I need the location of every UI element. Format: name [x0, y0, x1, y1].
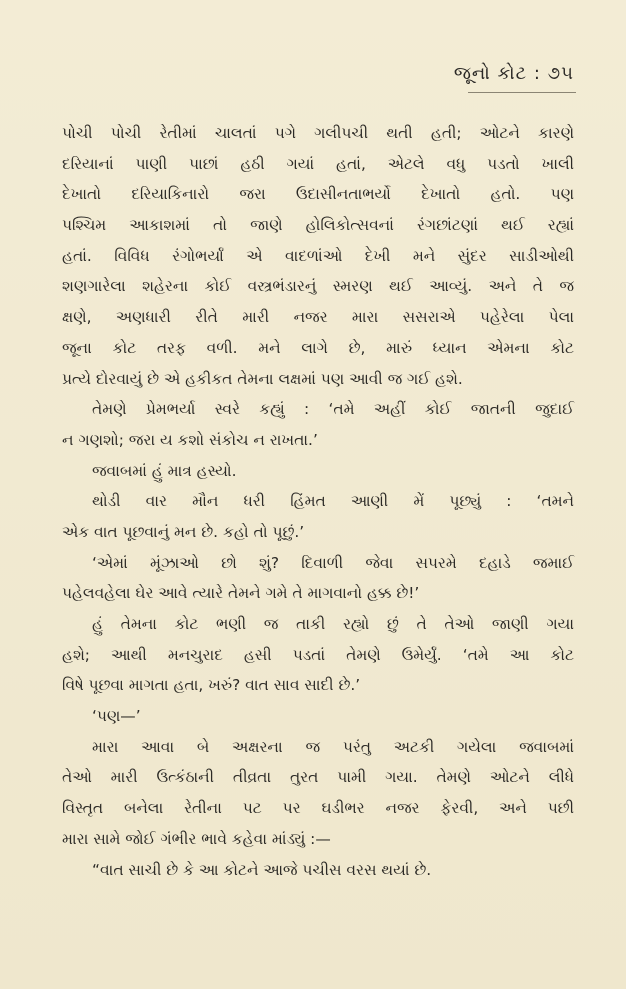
text-line: ક્ષણે, અણધારી રીતે મારી નજર મારા સસરાએ પહેરેલા પેલા: [62, 308, 574, 327]
text-line: વિસ્તૃત બનેલા રેતીના પટ પર ઘડીભર નજર ફેરવી, અને પછી: [62, 799, 574, 818]
text-line: થોડી વાર મૌન ધરી હિંમત આણી મેં પૂછ્યું : ‘તમને: [92, 492, 574, 511]
text-line: જૂના કોટ તરફ વળી. મને લાગે છે, મારું ધ્યાન એમના કોટ: [62, 338, 574, 357]
text-line: તેઓ મારી ઉત્કંઠાની તીવ્રતા તુરત પામી ગયા. તેમણે ઓટને લીધે: [62, 768, 574, 787]
text-line: દેખાતો દરિયાકિનારો જરા ઉદાસીનતાભર્યો દેખાતો હતો. પણ: [62, 185, 574, 204]
text-line: એક વાત પૂછવાનું મન છે. કહો તો પૂછું.’: [62, 522, 305, 541]
text-line: હશે; આથી મનચુરાદ હસી પડતાં તેમણે ઉમેર્યું. ‘તમે આ કોટ: [62, 645, 574, 664]
text-line: હું તેમના કોટ ભણી જ તાકી રહ્યો છું તે તેઓ જાણી ગયા: [92, 615, 574, 633]
running-head-rule: [468, 92, 576, 93]
text-line: પોચી પોચી રેતીમાં ચાલતાં પગે ગલીપચી થતી હતી; ઓટને કારણે: [62, 124, 574, 142]
text-line: મારા સામે જોઈ ગંભીર ભાવે કહેવા માંડ્યું :—: [62, 829, 331, 848]
running-head: જૂનો કોટ : ૭૫: [453, 63, 574, 84]
text-line: હતાં. વિવિધ રંગોભર્યાં એ વાદળાંઓ દેખી મને સુંદર સાડીઓથી: [62, 246, 574, 265]
text-line: જવાબમાં હું માત્ર હસ્યો.: [92, 461, 237, 480]
text-line: પહેલવહેલા ઘેર આવે ત્યારે તેમને ગમે તે માગવાનો હક્ક છે!’: [62, 584, 420, 603]
text-line: પશ્ચિમ આકાશમાં તો જાણે હોલિકોત્સવનાં રંગછાંટણાં થઈ રહ્યાં: [62, 216, 574, 235]
text-line: વિષે પૂછવા માગતા હતા, ખરું? વાત સાવ સાદી છે.’: [62, 676, 361, 695]
text-line: શણગારેલા શહેરના કોઈ વસ્ત્રભંડારનું સ્મરણ થઈ આવ્યું. અને તે જ: [62, 277, 574, 296]
text-line: પ્રત્યે દોરવાયું છે એ હકીકત તેમના લક્ષમાં પણ આવી જ ગઈ હશે.: [62, 369, 463, 388]
text-line: “વાત સાચી છે કે આ કોટને આજે પચીસ વરસ થયાં છે.: [92, 860, 432, 879]
text-line: તેમણે પ્રેમભર્યા સ્વરે કહ્યું : ‘તમે અહીં કોઈ જાતની જુદાઈ: [92, 400, 574, 419]
body-text: [62, 118, 574, 885]
text-line: ન ગણશો; જરા ય કશો સંકોચ ન રાખતા.’: [62, 430, 318, 449]
text-line: દરિયાનાં પાણી પાછાં હઠી ગયાં હતાં, એટલે વધુ પડતો ખાલી: [62, 154, 574, 173]
text-line: ‘એમાં મૂંઝાઓ છો શું? દિવાળી જેવા સપરમે દહાડે જમાઈ: [92, 553, 574, 572]
text-line: ‘પણ—’: [92, 707, 141, 726]
text-line: મારા આવા બે અક્ષરના જ પરંતુ અટકી ગયેલા જવાબમાં: [92, 737, 574, 756]
